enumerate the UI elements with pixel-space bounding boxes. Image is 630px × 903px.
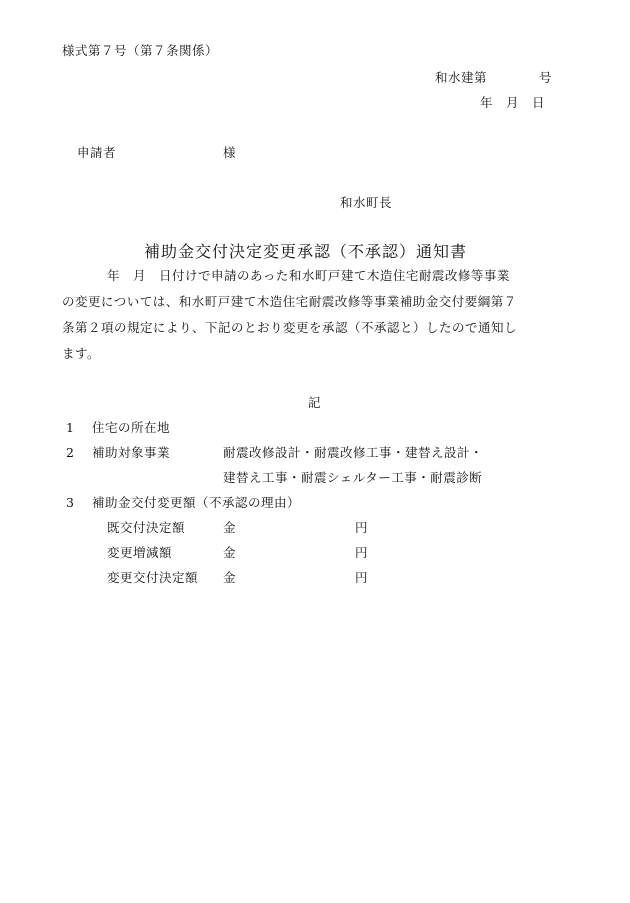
amount-row-label: 既交付決定額 bbox=[107, 520, 186, 535]
issuer-name: 和水町長 bbox=[340, 195, 393, 210]
amount-row-label: 変更交付決定額 bbox=[107, 570, 199, 585]
applicant-honorific: 様 bbox=[223, 145, 237, 160]
ki-heading: 記 bbox=[308, 395, 322, 410]
document-title: 補助金交付決定変更承認（不承認）通知書 bbox=[144, 242, 468, 261]
item-2-value-line-2: 建替え工事・耐震シェルター工事・耐震診断 bbox=[223, 470, 483, 485]
document-number: 和水建第 号 bbox=[435, 70, 553, 85]
issue-date: 年 月 日 bbox=[480, 95, 546, 110]
amount-row-unit: 円 bbox=[355, 545, 369, 560]
item-2-number: 2 bbox=[66, 445, 75, 460]
item-2-label: 補助対象事業 bbox=[92, 445, 171, 460]
form-label: 様式第７号（第７条関係） bbox=[62, 43, 219, 58]
body-line-2: の変更については、和水町戸建て木造住宅耐震改修等事業補助金交付要綱第７ bbox=[62, 294, 517, 309]
amount-row-label: 変更増減額 bbox=[107, 545, 173, 560]
item-1-label: 住宅の所在地 bbox=[92, 420, 171, 435]
body-line-4: ます。 bbox=[62, 346, 101, 361]
amount-row-unit: 円 bbox=[355, 520, 369, 535]
item-3-number: 3 bbox=[66, 495, 75, 510]
item-2-value-line-1: 耐震改修設計・耐震改修工事・建替え設計・ bbox=[223, 445, 484, 460]
body-line-3: 条第２項の規定により、下記のとおり変更を承認（不承認と）したので通知し bbox=[62, 320, 518, 335]
amount-row-prefix: 金 bbox=[223, 520, 237, 535]
amount-row-prefix: 金 bbox=[223, 570, 237, 585]
amount-row-unit: 円 bbox=[355, 570, 369, 585]
body-line-1: 年 月 日付けで申請のあった和水町戸建て木造住宅耐震改修等事業 bbox=[107, 268, 510, 283]
applicant-label: 申請者 bbox=[77, 145, 117, 160]
item-1-number: 1 bbox=[66, 420, 75, 435]
item-3-label: 補助金交付変更額（不承認の理由） bbox=[92, 495, 301, 510]
amount-row-prefix: 金 bbox=[223, 545, 237, 560]
